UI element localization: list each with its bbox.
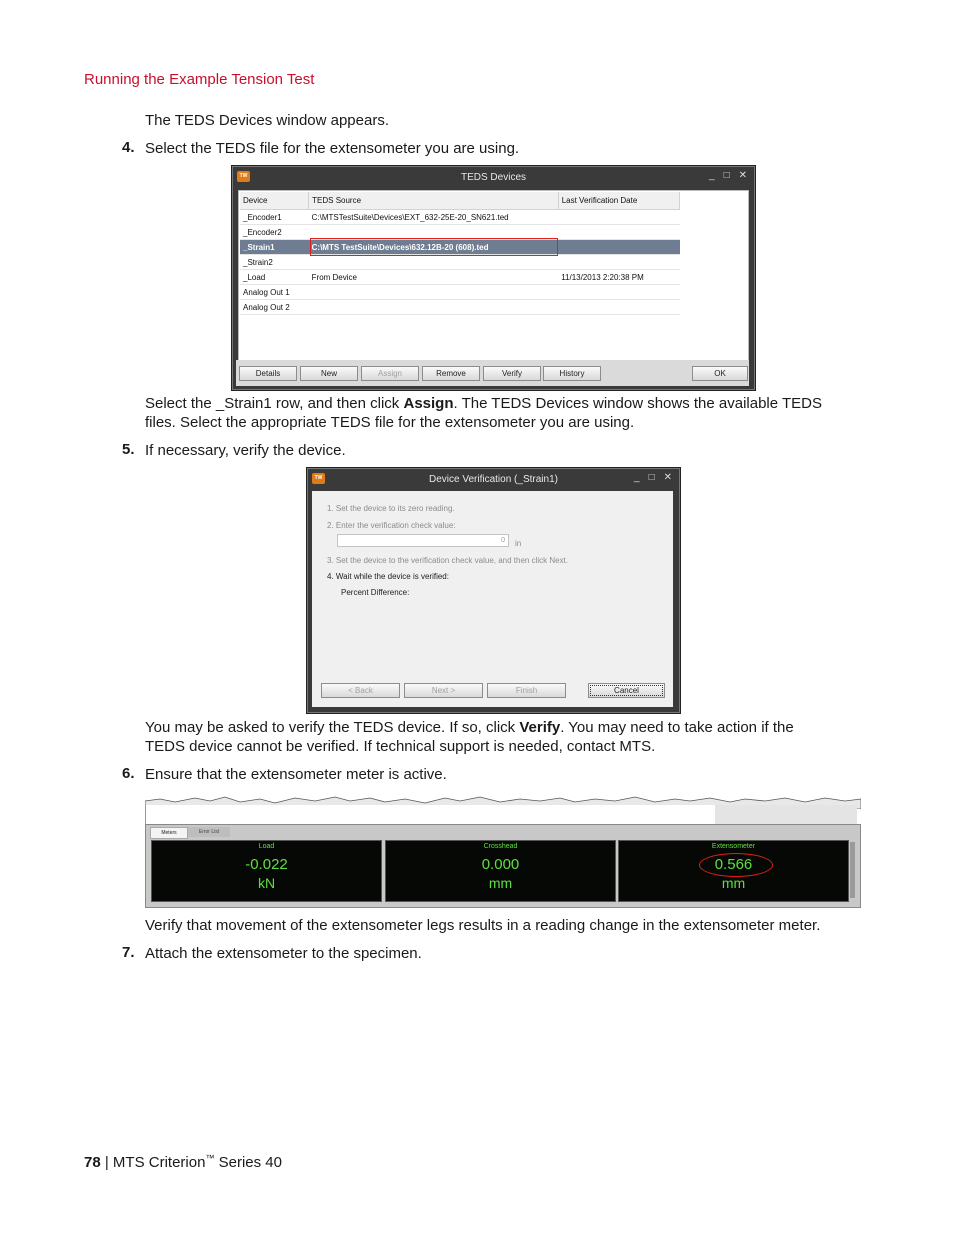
verify-step-4: 4. Wait while the device is verified: <box>327 572 449 581</box>
source-cell: C:\MTS TestSuite\Devices\632.12B-20 (608).ted <box>309 240 559 255</box>
percent-difference-label: Percent Difference: <box>341 588 410 597</box>
window-controls <box>634 472 672 483</box>
meter-extensometer <box>618 840 849 902</box>
new-button[interactable]: New <box>300 366 358 381</box>
step-4-number: 4. <box>122 139 135 156</box>
check-value-input[interactable]: 0 <box>337 534 509 547</box>
meter-unit: kN <box>257 875 276 891</box>
teds-window-title: TEDS Devices <box>460 171 526 183</box>
remove-button[interactable]: Remove <box>422 366 480 381</box>
verify-step-2: 2. Enter the verification check value: <box>327 521 456 530</box>
app-logo-icon: TW <box>312 473 325 484</box>
details-button[interactable]: Details <box>239 366 297 381</box>
date-cell <box>558 300 679 315</box>
paragraph-assign <box>145 394 865 432</box>
meter-label: Extensometer <box>711 843 756 850</box>
page-number: 78 <box>84 1154 101 1171</box>
column-teds-source[interactable]: TEDS Source <box>309 192 559 210</box>
meters-scrollbar[interactable] <box>850 842 855 898</box>
finish-button[interactable]: Finish <box>487 683 566 698</box>
meter-value: -0.022 <box>245 856 288 873</box>
highlight-ellipse <box>699 853 773 877</box>
date-cell: 11/13/2013 2:20:38 PM <box>558 270 679 285</box>
paragraph-teds-appears: The TEDS Devices window appears. <box>145 112 389 129</box>
step-7-number: 7. <box>122 944 135 961</box>
device-cell: Analog Out 2 <box>240 300 309 315</box>
table-row[interactable] <box>240 300 680 315</box>
device-cell: _Encoder1 <box>240 210 309 225</box>
unit-label: in <box>515 539 522 548</box>
verify-step-3: 3. Set the device to the verification check value, and then click Next. <box>327 556 569 565</box>
device-cell: _Strain1 <box>240 240 309 255</box>
trademark: ™ <box>205 1153 215 1163</box>
minimize-icon[interactable]: _ <box>709 170 715 181</box>
source-cell <box>309 285 559 300</box>
date-cell <box>558 285 679 300</box>
maximize-icon[interactable]: □ <box>648 472 655 483</box>
verify-term: Verify <box>519 719 561 736</box>
meter-unit: mm <box>488 875 513 891</box>
verify-titlebar <box>307 468 680 490</box>
close-icon[interactable]: ✕ <box>663 472 672 483</box>
highlight-box <box>310 238 558 256</box>
tab-error-list[interactable]: Error List <box>188 827 230 837</box>
step-5-number: 5. <box>122 441 135 458</box>
step-4-text: Select the TEDS file for the extensometer you are using. <box>145 140 520 157</box>
footer-product: | MTS Criterion <box>100 1154 206 1171</box>
verify-step-1: 1. Set the device to its zero reading. <box>327 504 455 513</box>
date-cell <box>558 240 679 255</box>
step-6-text: Ensure that the extensometer meter is active. <box>145 766 447 783</box>
meter-value: 0.000 <box>481 856 520 873</box>
footer-series: Series 40 <box>214 1154 282 1171</box>
ok-button[interactable]: OK <box>692 366 748 381</box>
tab-meters[interactable]: Meters <box>150 827 188 839</box>
device-cell: _Encoder2 <box>240 225 309 240</box>
date-cell <box>558 210 679 225</box>
assign-button[interactable]: Assign <box>361 366 419 381</box>
upper-right-panel <box>715 805 857 825</box>
next-button[interactable]: Next > <box>404 683 483 698</box>
step-7-text: Attach the extensometer to the specimen. <box>145 945 422 962</box>
table-row[interactable] <box>240 285 680 300</box>
source-cell <box>309 255 559 270</box>
meters-screenshot <box>145 795 861 907</box>
history-button[interactable]: History <box>543 366 601 381</box>
table-row[interactable] <box>240 255 680 270</box>
device-cell: Analog Out 1 <box>240 285 309 300</box>
step-5-text: If necessary, verify the device. <box>145 442 346 459</box>
verify-button[interactable]: Verify <box>483 366 541 381</box>
back-button[interactable]: < Back <box>321 683 400 698</box>
text-segment: TEDS device cannot be verified. If technical support is needed, contact MTS. <box>145 738 656 755</box>
device-cell: _Load <box>240 270 309 285</box>
paragraph-movement: Verify that movement of the extensometer legs results in a reading change in the extensometer meter. <box>145 917 821 934</box>
cancel-button[interactable]: Cancel <box>588 683 665 698</box>
meter-label: Load <box>258 843 275 850</box>
table-row[interactable] <box>240 210 680 225</box>
device-verification-dialog <box>306 467 681 714</box>
date-cell <box>558 255 679 270</box>
window-controls <box>709 170 747 181</box>
paragraph-verify <box>145 718 865 756</box>
upper-blank <box>145 805 716 825</box>
close-icon[interactable]: ✕ <box>738 170 747 181</box>
teds-titlebar <box>232 166 755 188</box>
column-last-verification[interactable]: Last Verification Date <box>558 192 679 210</box>
column-device[interactable]: Device <box>240 192 309 210</box>
assign-term: Assign <box>403 395 454 412</box>
date-cell <box>558 225 679 240</box>
source-cell: From Device <box>309 270 559 285</box>
meter-load <box>151 840 382 902</box>
meter-crosshead <box>385 840 616 902</box>
device-cell: _Strain2 <box>240 255 309 270</box>
running-header: Running the Example Tension Test <box>84 71 315 88</box>
minimize-icon[interactable]: _ <box>634 472 640 483</box>
source-cell <box>309 300 559 315</box>
meter-value: 0.566 <box>714 856 753 873</box>
text-segment: . You may need to take action if the <box>560 719 794 736</box>
verify-window-title: Device Verification (_Strain1) <box>429 473 558 485</box>
teds-devices-window <box>231 165 756 391</box>
text-segment: You may be asked to verify the TEDS device. If so, click <box>145 719 520 736</box>
text-segment: Select the _Strain1 row, and then click <box>145 395 404 412</box>
table-row[interactable] <box>240 270 680 285</box>
text-segment: files. Select the appropriate TEDS file for the extensometer you are using. <box>145 414 635 431</box>
maximize-icon[interactable]: □ <box>723 170 730 181</box>
app-logo-icon: TW <box>237 171 250 182</box>
meter-unit: mm <box>721 875 746 891</box>
step-6-number: 6. <box>122 765 135 782</box>
text-segment: . The TEDS Devices window shows the available TEDS <box>453 395 823 412</box>
page-footer <box>84 1149 282 1172</box>
source-cell: C:\MTSTestSuite\Devices\EXT_632-25E-20_SN621.ted <box>309 210 559 225</box>
meter-label: Crosshead <box>483 843 518 850</box>
